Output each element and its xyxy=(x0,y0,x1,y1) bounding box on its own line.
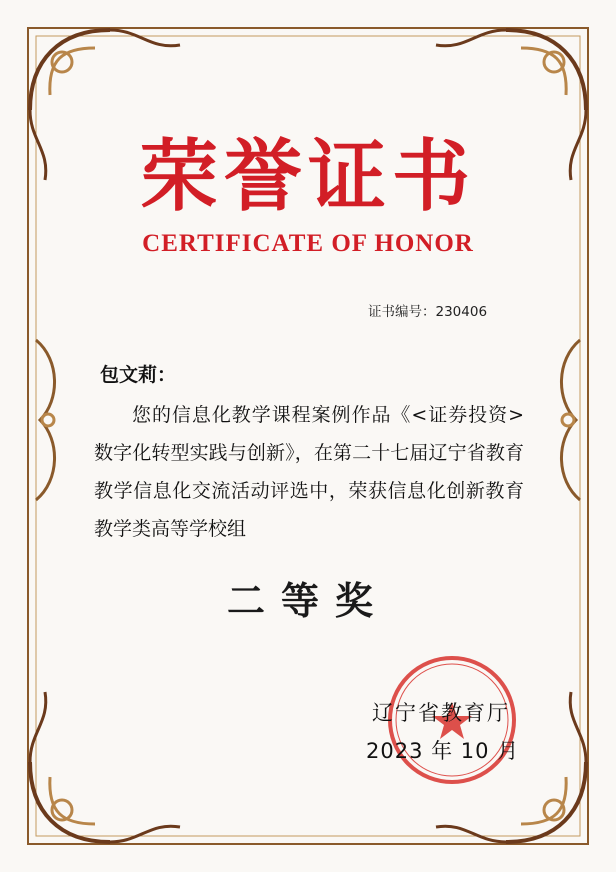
corner-ornament-bottom-left xyxy=(30,692,180,842)
issuer: 辽宁省教育厅 xyxy=(372,701,510,725)
award-level: 二等奖 xyxy=(226,578,389,623)
certificate-number: 证书编号：230406 xyxy=(368,304,488,320)
side-ornament-right xyxy=(561,340,580,500)
certificate-body: 您的信息化教学课程案例作品《<证券投资>数字化转型实践与创新》，在第二十七届辽宁省教育教学信息化交流活动评选中，荣获信息化创新教育教学类高等学校组 xyxy=(94,404,524,540)
certificate-subtitle: CERTIFICATE OF HONOR xyxy=(142,230,474,257)
side-ornament-left xyxy=(36,340,55,500)
recipient-name: 包文莉： xyxy=(100,364,177,386)
certificate-title: 荣誉证书 xyxy=(139,131,476,222)
issue-date: 2023 年 10 月 xyxy=(366,739,520,763)
